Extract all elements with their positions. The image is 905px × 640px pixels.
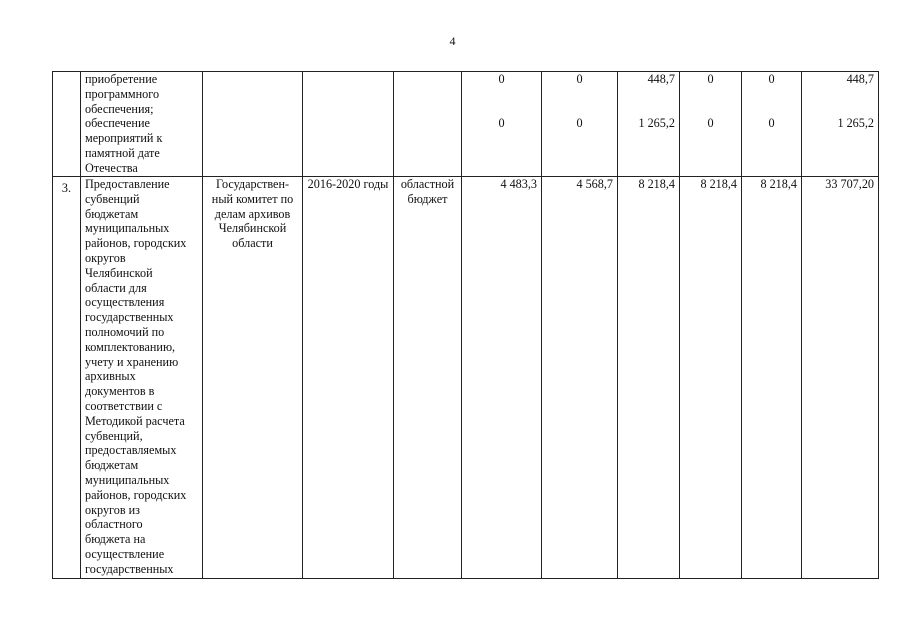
subrow-value: 1 265,2	[638, 116, 675, 131]
row-value-3	[618, 72, 680, 177]
row-name-line: памятной дате	[85, 145, 160, 160]
row-value-2: 4 568,7	[542, 177, 618, 579]
row-name-line: обеспечение	[85, 116, 150, 131]
row-value-4	[680, 72, 742, 177]
row-source	[394, 72, 462, 177]
page-number: 4	[449, 34, 456, 48]
row-name-line: муниципальных	[85, 472, 170, 487]
subrow-value: 0	[498, 72, 505, 86]
row-name-line: районов, городских	[85, 487, 187, 502]
row-name-line: документов в	[85, 384, 155, 399]
row-name-line: бюджетам	[85, 458, 139, 473]
row-name-line: Челябинской	[85, 265, 153, 280]
subrow-value: 0	[576, 72, 583, 86]
row-number	[53, 72, 81, 177]
row-name-line: Методикой расчета	[85, 413, 185, 428]
row-value-1: 4 483,3	[462, 177, 542, 579]
row-name-line: соответствии с	[85, 398, 163, 413]
subrow-value: 0	[498, 116, 505, 131]
subrow-value: 448,7	[647, 72, 675, 86]
row-name-line: мероприятий к	[85, 131, 163, 146]
row-name-line: бюджетам	[85, 206, 139, 221]
row-name-line: осуществление	[85, 546, 165, 561]
row-name-line: субвенций,	[85, 428, 143, 443]
table-row	[53, 72, 879, 177]
row-source: областной бюджет	[394, 177, 462, 579]
subrow-value: 0	[707, 116, 714, 131]
row-name-line: приобретение	[85, 72, 158, 86]
budget-table	[52, 71, 879, 579]
row-value-5: 8 218,4	[742, 177, 802, 579]
row-value-2	[542, 72, 618, 177]
row-total	[802, 72, 879, 177]
row-value-5	[742, 72, 802, 177]
row-name-line: области для	[85, 280, 147, 295]
row-executor: Государствен-ный комитет по делам архивов Челябинской области	[203, 177, 303, 579]
row-value-3: 8 218,4	[618, 177, 680, 579]
subrow-value: 0	[576, 116, 583, 131]
row-period	[303, 72, 394, 177]
row-name-line: государственных	[85, 561, 174, 576]
row-name-line: округов из	[85, 502, 140, 517]
row-name-line: полномочий по	[85, 324, 165, 339]
subrow-value: 0	[707, 72, 714, 86]
row-name-line: областного	[85, 517, 143, 532]
row-name-line: обеспечения;	[85, 101, 154, 116]
row-value-1	[462, 72, 542, 177]
row-period: 2016-2020 годы	[303, 177, 394, 579]
subrow-value: 0	[768, 116, 775, 131]
row-name-line: районов, городских	[85, 236, 187, 251]
row-name-line: Отечества	[85, 160, 138, 175]
row-value-4: 8 218,4	[680, 177, 742, 579]
row-executor	[203, 72, 303, 177]
row-name-line: предоставляемых	[85, 443, 177, 458]
table-row	[53, 177, 879, 579]
row-name-line: осуществления	[85, 295, 165, 310]
row-name-line: муниципальных	[85, 221, 170, 236]
row-total: 33 707,20	[802, 177, 879, 579]
row-name-line: Предоставление	[85, 177, 170, 191]
row-name-line: архивных	[85, 369, 136, 384]
row-name-line: субвенций	[85, 191, 140, 206]
subrow-value: 1 265,2	[837, 116, 874, 131]
subrow-value: 0	[768, 72, 775, 86]
row-name-line: бюджета на	[85, 532, 146, 547]
row-number: 3.	[53, 177, 81, 579]
row-name-line: государственных	[85, 310, 174, 325]
row-name-line: учету и хранению	[85, 354, 179, 369]
row-name-line: округов	[85, 250, 126, 265]
row-name	[81, 177, 203, 579]
subrow-value: 448,7	[846, 72, 874, 86]
row-name-line: комплектованию,	[85, 339, 176, 354]
row-name-line: программного	[85, 86, 160, 101]
row-name	[81, 72, 203, 177]
